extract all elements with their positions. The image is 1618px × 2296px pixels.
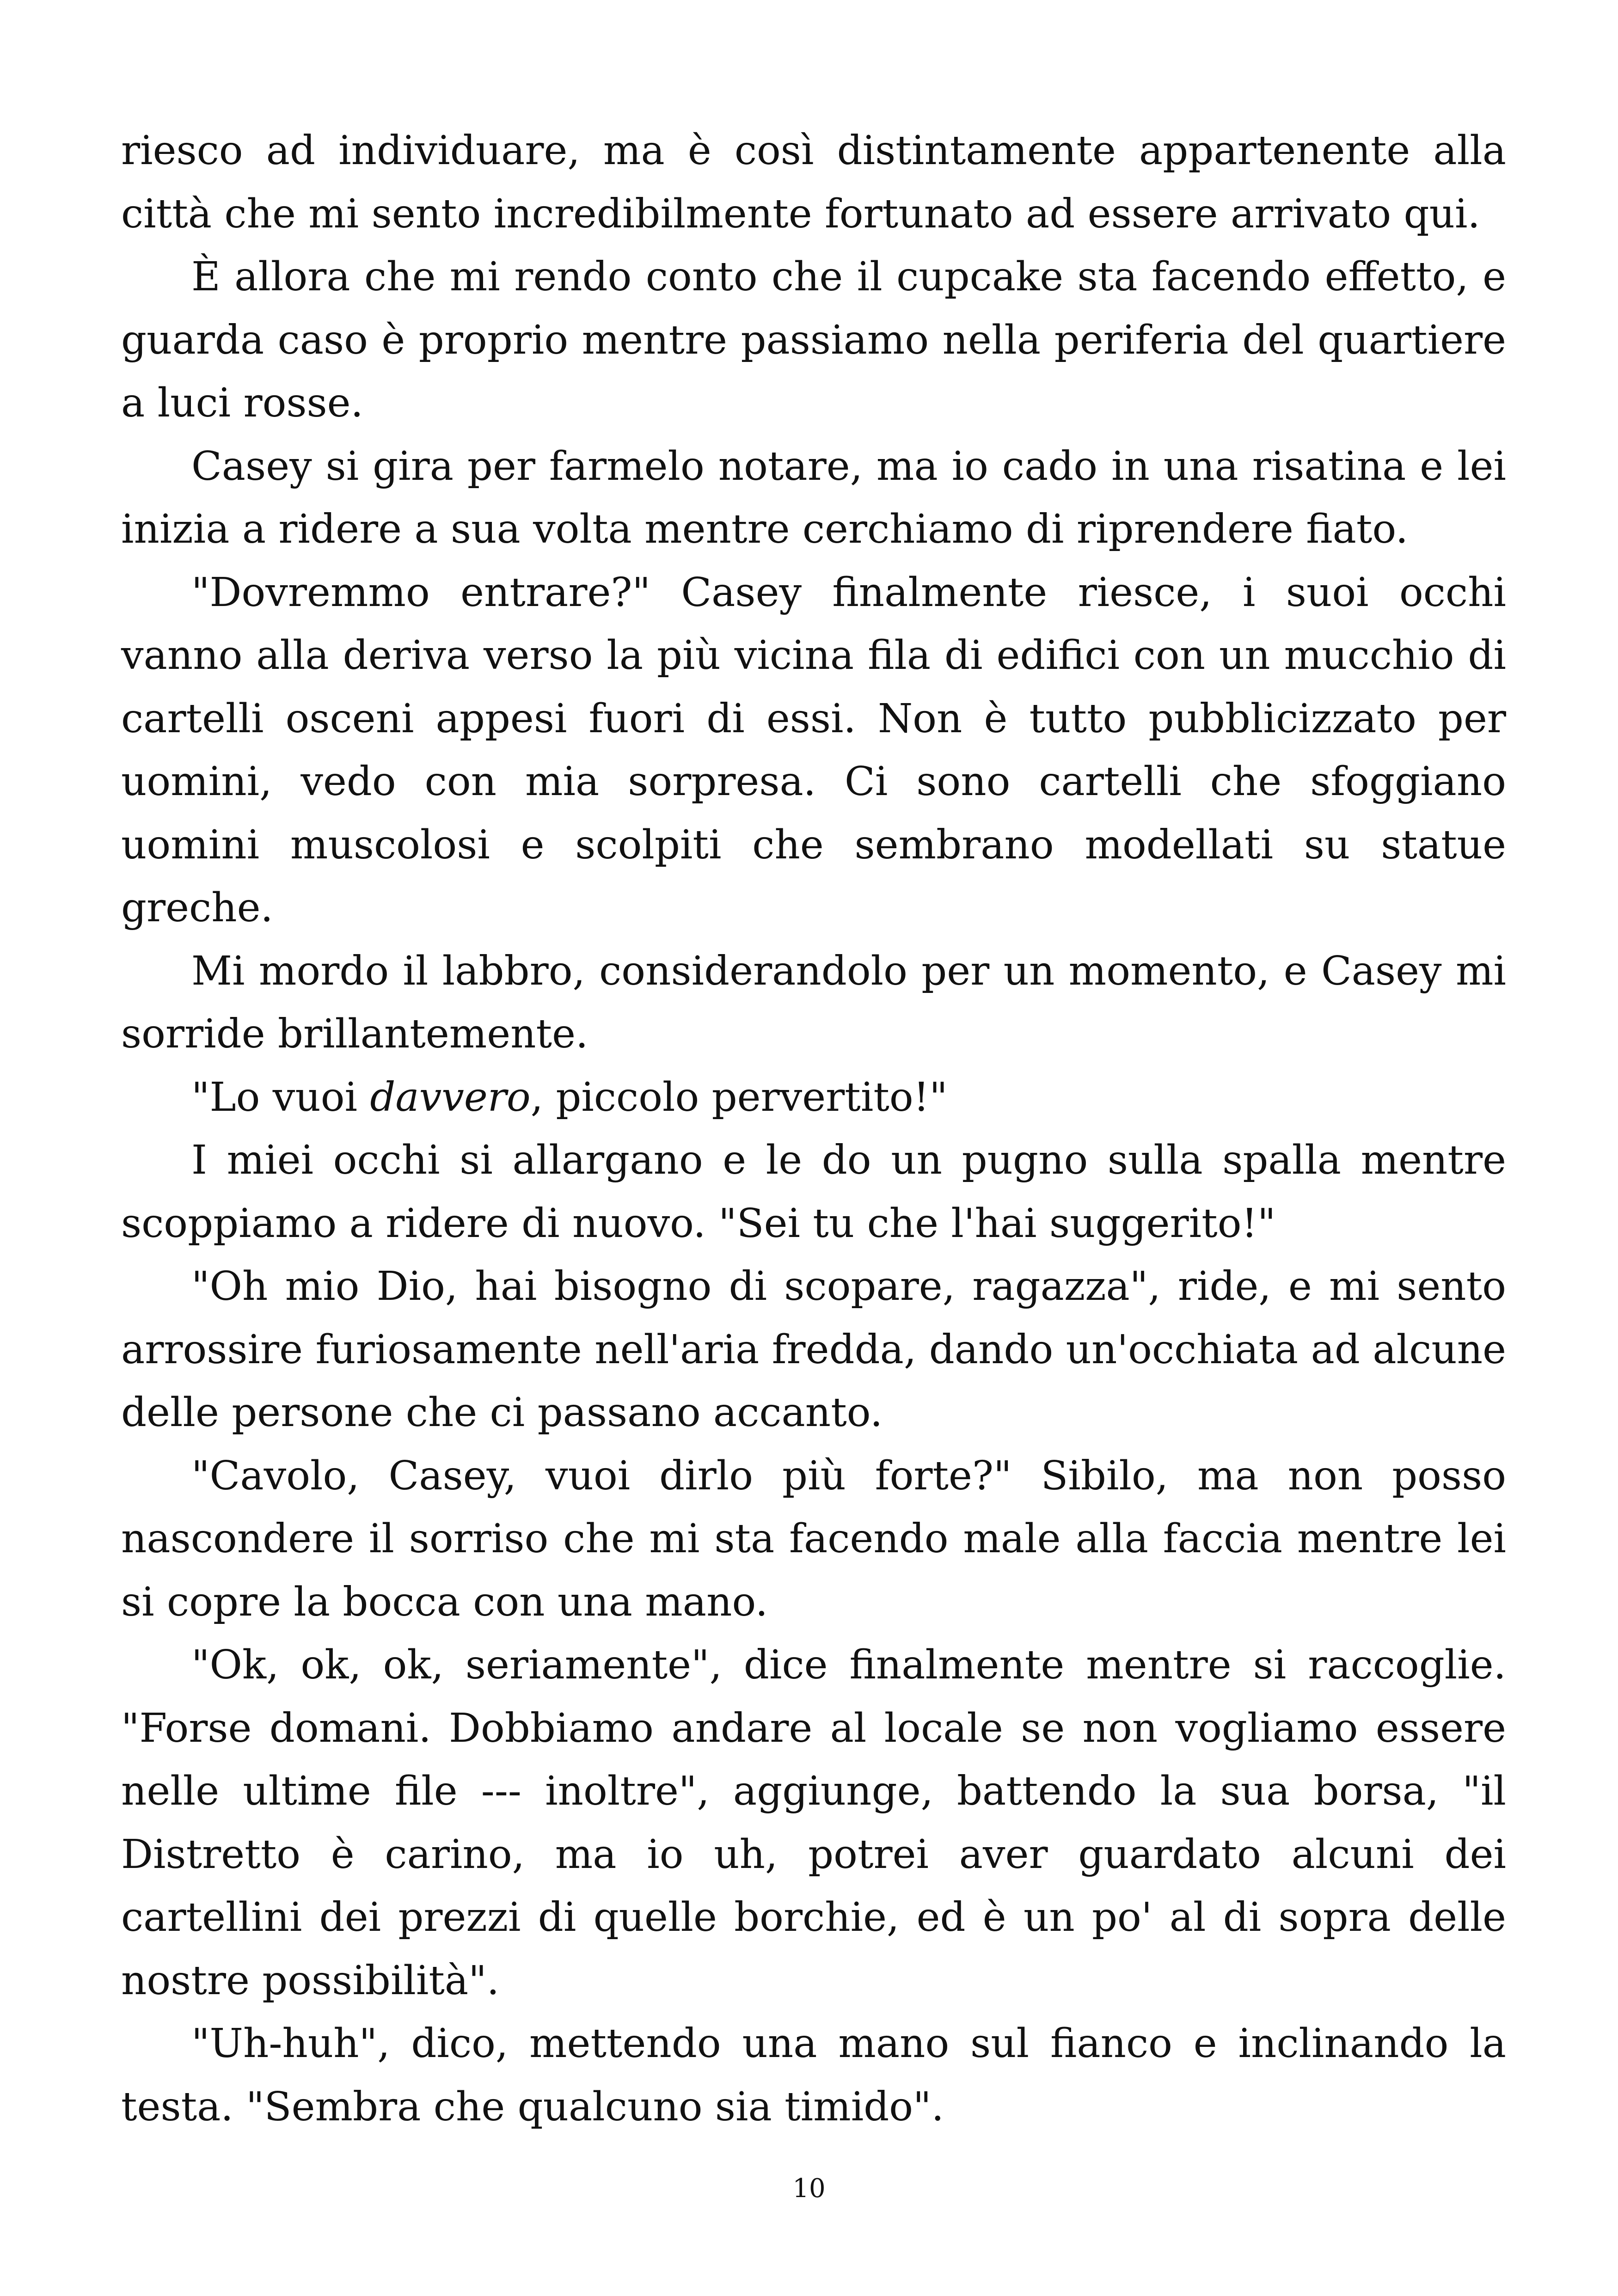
body-text bbox=[121, 119, 1506, 2138]
paragraph-8: "Oh mio Dio, hai bisogno di scopare, ragazza", ride, e mi sento arrossire furiosamente nell'aria fredda, dando un'occhiata ad alcune delle persone che ci passano accanto. bbox=[121, 1263, 1506, 1436]
paragraph-6 bbox=[121, 1066, 1506, 1129]
paragraph-11: "Uh-huh", dico, mettendo una mano sul fianco e inclinando la testa. "Sembra che qualcuno sia timido". bbox=[121, 2020, 1506, 2130]
paragraph-3: Casey si gira per farmelo notare, ma io cado in una risatina e lei inizia a ridere a sua volta mentre cerchiamo di riprendere fiato. bbox=[121, 443, 1506, 552]
paragraph-6-before: "Lo vuoi bbox=[191, 1074, 370, 1120]
paragraph-6-after: , piccolo pervertito!" bbox=[530, 1074, 948, 1120]
paragraph-5: Mi mordo il labbro, considerandolo per un momento, e Casey mi sorride brillantemente. bbox=[121, 948, 1506, 1057]
paragraph-9: "Cavolo, Casey, vuoi dirlo più forte?" Sibilo, ma non posso nascondere il sorriso che mi sta facendo male alla faccia mentre lei si copre la bocca con una mano. bbox=[121, 1452, 1506, 1625]
paragraph-1: riesco ad individuare, ma è così distintamente appartenente alla città che mi sento incredibilmente fortunato ad essere arrivato qui. bbox=[121, 128, 1506, 237]
page-number: 10 bbox=[792, 2174, 826, 2204]
paragraph-7: I miei occhi si allargano e le do un pugno sulla spalla mentre scoppiamo a ridere di nuovo. "Sei tu che l'hai suggerito!" bbox=[121, 1137, 1506, 1247]
paragraph-10: "Ok, ok, ok, seriamente", dice finalmente mentre si raccoglie. "Forse domani. Dobbiamo andare al locale se non vogliamo essere nelle ultime file --- inoltre", aggiunge, battendo la sua borsa, "il Distretto è carino, ma io uh, potrei aver guardato alcuni dei cartellini dei prezzi di quelle borchie, ed è un po' al di sopra delle nostre possibilità". bbox=[121, 1642, 1506, 2004]
paragraph-4: "Dovremmo entrare?" Casey finalmente riesce, i suoi occhi vanno alla deriva verso la più vicina fila di edifici con un mucchio di cartelli osceni appesi fuori di essi. Non è tutto pubblicizzato per uomini, vedo con mia sorpresa. Ci sono cartelli che sfoggiano uomini muscolosi e scolpiti che sembrano modellati su statue greche. bbox=[121, 569, 1506, 931]
paragraph-2: È allora che mi rendo conto che il cupcake sta facendo effetto, e guarda caso è proprio mentre passiamo nella periferia del quartiere a luci rosse. bbox=[121, 254, 1506, 426]
paragraph-6-emphasis: davvero bbox=[370, 1074, 531, 1120]
